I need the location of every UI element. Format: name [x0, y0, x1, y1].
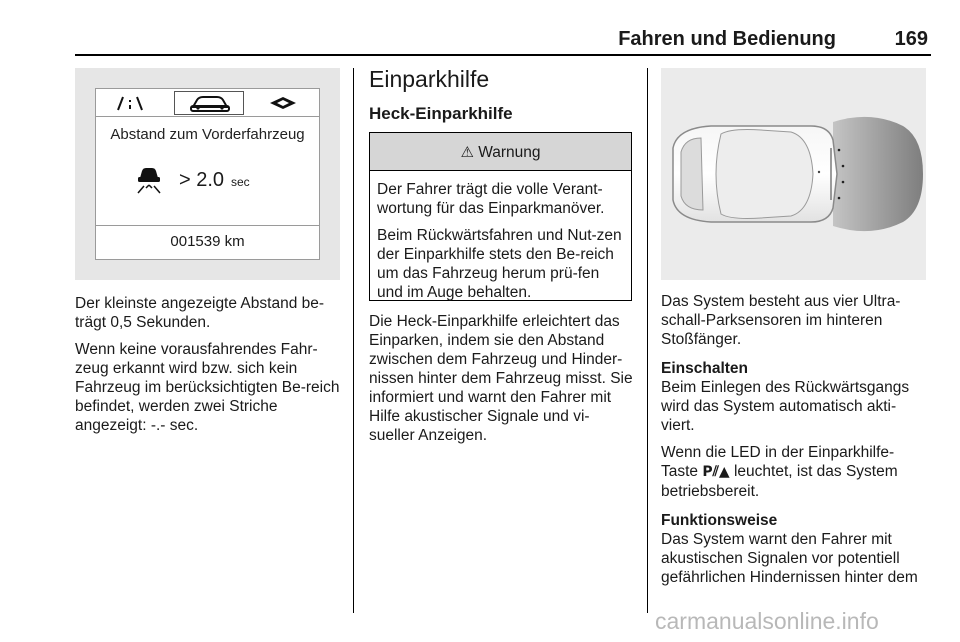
paragraph — [661, 359, 929, 435]
watermark: carmanualsonline.info — [655, 608, 879, 634]
display-distance-unit: sec — [231, 175, 250, 189]
sensor-zone — [833, 117, 923, 231]
car-top-view-illustration — [661, 68, 926, 280]
parking-sensor-figure — [661, 68, 926, 280]
parking-assist-button-icon: P⫽▲ — [702, 464, 730, 480]
warning-box — [369, 132, 632, 301]
header-rule — [75, 54, 931, 56]
lane-assist-icon — [116, 95, 144, 111]
paragraph: Beim Rückwärtsfahren und Nut-zen der Einparkhilfe stets den Be-reich um das Fahrzeug herum prü-fen und im Auge behalten. — [377, 227, 622, 301]
led-text-before: Wenn die LED in der Einparkhilfe-Taste — [661, 444, 895, 480]
column-divider-left — [353, 68, 354, 613]
page-header-title: Fahren und Bedienung — [618, 28, 836, 50]
warning-title: Warnung — [478, 144, 541, 161]
paragraph — [661, 511, 929, 587]
display-distance-value: > 2.0 — [179, 169, 225, 191]
subsection-heading: Heck-Einparkhilfe — [369, 104, 513, 123]
paragraph: Wenn keine vorausfahrendes Fahr-zeug erkannt wird bzw. sich kein Fahrzeug im berücksichtigten Be-reich befindet, werden zwei Striche angezeigt: -.- sec. — [75, 341, 340, 434]
warning-body — [370, 171, 631, 302]
display-screen — [95, 88, 320, 260]
display-selected-box — [174, 91, 244, 115]
road-sign-icon — [268, 96, 298, 110]
section-heading: Einparkhilfe — [369, 66, 490, 92]
following-distance-icon — [134, 165, 164, 195]
page-number: 169 — [894, 28, 928, 50]
einschalten-text: Beim Einlegen des Rückwärtsgangs wird das System automatisch akti-viert. — [661, 379, 910, 434]
display-top-bar — [96, 89, 319, 117]
paragraph: Das System besteht aus vier Ultra-schall-Parksensoren im hinteren Stoßfänger. — [661, 293, 901, 348]
middle-column-text — [369, 312, 635, 453]
display-odometer: 001539 km — [96, 225, 319, 259]
warning-triangle-icon: ⚠ — [460, 143, 474, 161]
funktion-text: Das System warnt den Fahrer mit akustischen Signalen vor potentiell gefährlichen Hindernissen hinter dem — [661, 531, 918, 586]
instrument-display-figure — [75, 68, 340, 280]
warning-header — [370, 133, 631, 171]
right-column-text — [661, 292, 929, 595]
paragraph: Die Heck-Einparkhilfe erleichtert das Einparken, indem sie den Abstand zwischen dem Fahrzeug und Hinder-nissen hinter dem Fahrzeug misst. Sie informiert und warnt den Fahrer mit Hilfe akustischer Signale und vi-sueller Anzeigen. — [369, 313, 633, 444]
einschalten-heading: Einschalten — [661, 360, 748, 377]
funktion-heading: Funktionsweise — [661, 512, 778, 529]
paragraph — [661, 443, 929, 501]
car-front-icon — [189, 95, 231, 113]
left-column-text — [75, 294, 343, 443]
paragraph: Der kleinste angezeigte Abstand be-trägt 0,5 Sekunden. — [75, 295, 325, 331]
column-divider-right — [647, 68, 648, 613]
display-label: Abstand zum Vorderfahrzeug — [110, 126, 305, 143]
led-text-after: leuchtet, ist das System betriebsbereit. — [661, 463, 898, 500]
paragraph: Der Fahrer trägt die volle Verant-wortung für das Einparkmanöver. — [377, 181, 605, 217]
